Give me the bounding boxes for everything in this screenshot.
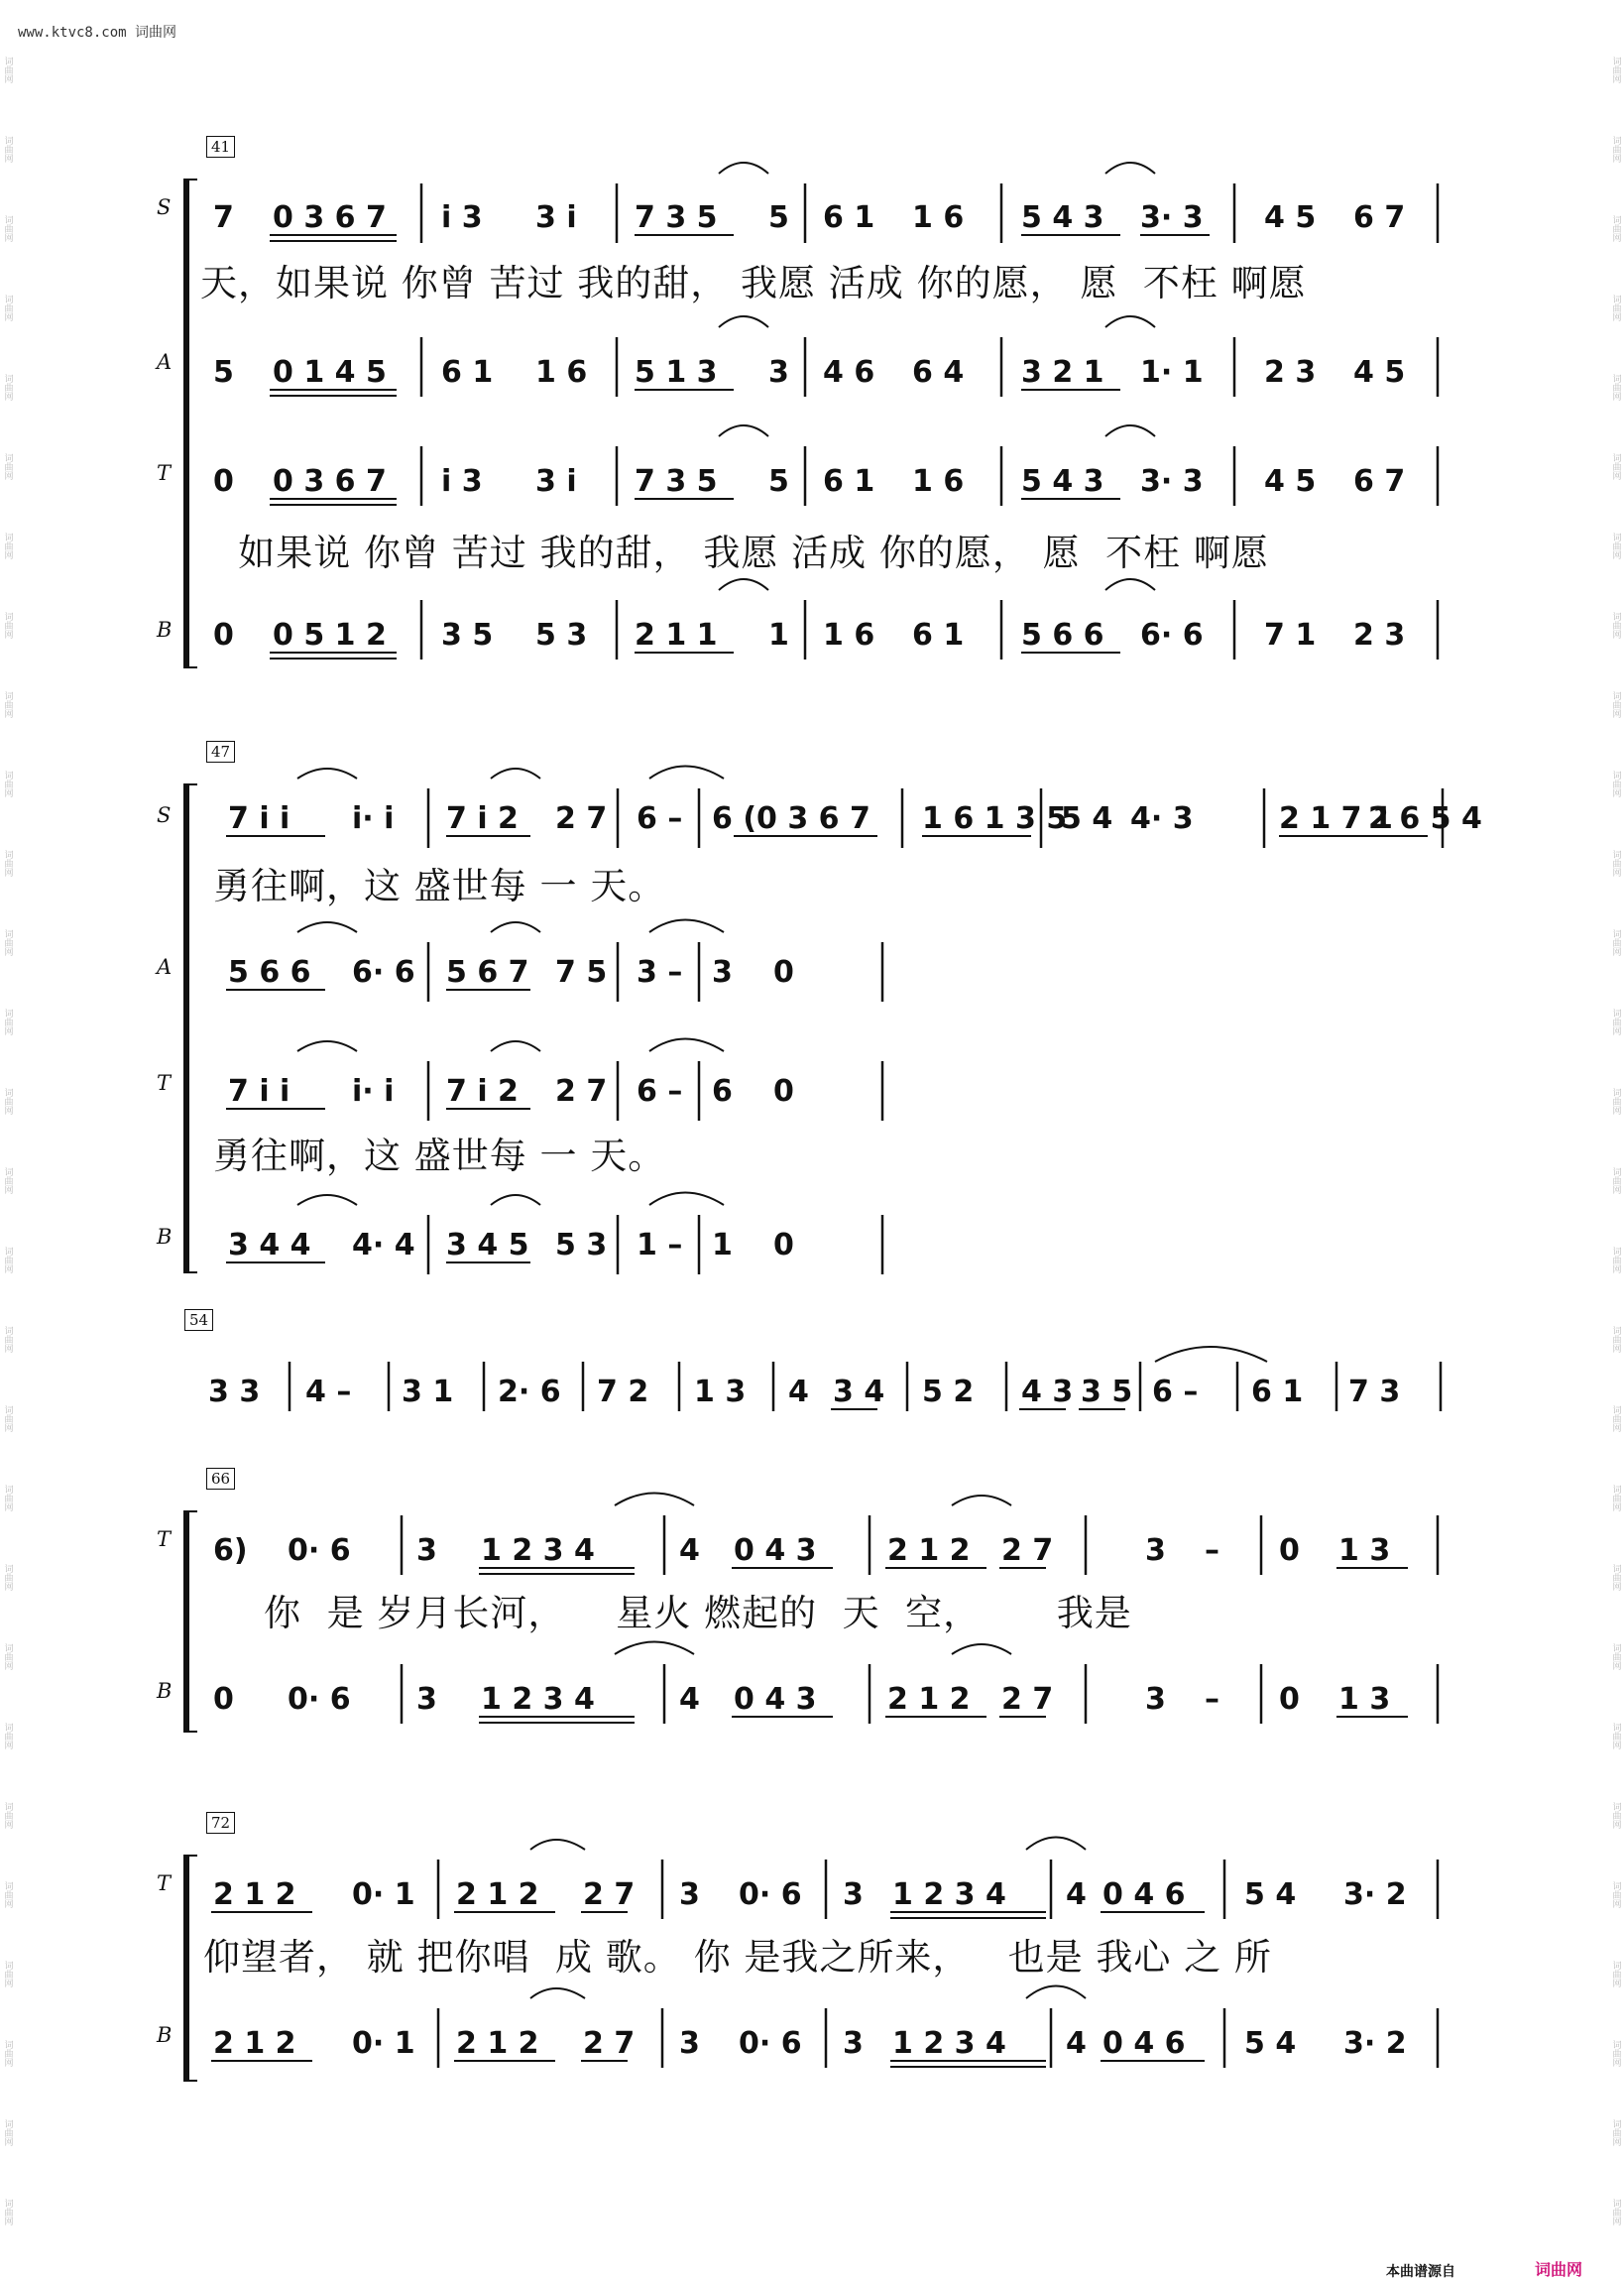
svg-text:1 6: 1 6 [823,618,875,653]
svg-text:4 5: 4 5 [1264,464,1317,499]
svg-text:5 4: 5 4 [1061,801,1113,836]
voice-label-tenor: T [157,1871,172,1895]
svg-text:6 7: 6 7 [1353,464,1406,499]
svg-text:6): 6) [213,1533,248,1568]
svg-text:0· 6: 0· 6 [288,1533,351,1568]
svg-text:0: 0 [773,1074,794,1109]
svg-text:0 3 6 7: 0 3 6 7 [273,464,387,499]
svg-text:3: 3 [712,955,733,990]
svg-text:4: 4 [1066,1877,1087,1912]
svg-text:2 7: 2 7 [1001,1682,1054,1717]
svg-text:3 4: 3 4 [833,1375,885,1409]
svg-text:5 2: 5 2 [922,1375,975,1409]
svg-text:7 i i: 7 i i [228,1074,290,1109]
svg-text:6 1: 6 1 [441,355,494,390]
svg-text:3· 3: 3· 3 [1140,200,1204,235]
svg-text:1 6: 1 6 [912,464,965,499]
svg-text:1 2 3 4: 1 2 3 4 [481,1682,595,1717]
measure-number: 41 [206,136,235,158]
svg-text:3· 2: 3· 2 [1343,2026,1407,2061]
svg-text:2 1 2: 2 1 2 [887,1533,971,1568]
voice-label-bass: B [157,2023,173,2047]
svg-text:2 3: 2 3 [1264,355,1317,390]
svg-text:0: 0 [213,1682,234,1717]
svg-text:0: 0 [773,955,794,990]
svg-text:3: 3 [416,1533,437,1568]
svg-text:7 2: 7 2 [597,1375,649,1409]
svg-text:2 1 2: 2 1 2 [456,1877,539,1912]
lyric-line-tenor: 勇往啊，这 盛世每 一 天。 [213,1135,666,1177]
svg-text:i· i: i· i [352,801,395,836]
svg-text:3 5: 3 5 [1081,1375,1133,1409]
svg-text:5 4 3: 5 4 3 [1021,200,1104,235]
svg-text:7 1: 7 1 [1264,618,1317,653]
svg-text:i· i: i· i [352,1074,395,1109]
svg-text:4 6: 4 6 [823,355,875,390]
svg-text:6 1: 6 1 [1251,1375,1304,1409]
svg-text:6 1: 6 1 [912,618,965,653]
footer-source-label: 本曲谱源自 [1386,2264,1455,2280]
lyric-line-soprano: 天，如果说 你曾 苦过 我的甜， 我愿 活成 你的愿， 愿 不枉 啊愿 [200,262,1307,304]
svg-text:0: 0 [773,1228,794,1262]
svg-text:3 i: 3 i [535,200,577,235]
svg-text:6 4: 6 4 [912,355,965,390]
svg-text:4 –: 4 – [305,1375,352,1409]
svg-text:6 –: 6 – [637,801,683,836]
notation-staves [149,134,1448,679]
lyric-line-tenor: 如果说 你曾 苦过 我的甜， 我愿 活成 你的愿， 愿 不枉 啊愿 [200,532,1269,574]
svg-text:5: 5 [768,200,789,235]
svg-text:0 4 3: 0 4 3 [734,1533,817,1568]
lyric-line-tenor: 你 是 岁月长河， 星火 燃起的 天 空， 我是 [213,1592,1132,1634]
footer-brand-link[interactable]: 词曲网 [1535,2260,1583,2279]
measure-number: 72 [206,1812,235,1834]
svg-text:7 3 5: 7 3 5 [635,200,718,235]
score-system-72 [149,1810,1448,2098]
svg-text:0 4 6: 0 4 6 [1102,1877,1186,1912]
svg-text:5 6 7: 5 6 7 [446,955,529,990]
voice-label-tenor: T [157,1527,172,1551]
voice-label-soprano: S [157,803,172,827]
svg-text:3: 3 [843,2026,864,2061]
svg-text:5: 5 [213,355,234,390]
svg-text:7: 7 [213,200,234,235]
svg-text:5 3: 5 3 [555,1228,608,1262]
svg-text:3 2 1: 3 2 1 [1021,355,1104,390]
notation-staves [149,739,1482,1284]
svg-text:3· 3: 3· 3 [1140,464,1204,499]
svg-text:6· 6: 6· 6 [352,955,415,990]
voice-label-tenor: T [157,1071,172,1095]
svg-text:2 7: 2 7 [555,801,608,836]
right-watermark-strip: 词曲网 词曲网 词曲网 词曲网 词曲网 词曲网 词曲网 词曲网 词曲网 词曲网 词曲网 词曲网 词曲网 词曲网 词曲网 词曲网 词曲网 词曲网 词曲网 词曲网 词曲网 词曲网 词曲网 词曲网 词曲网 词曲网 词曲网 词曲网 [1610,56,1621,2225]
svg-text:1 2 3 4: 1 2 3 4 [892,2026,1006,2061]
svg-text:5 4: 5 4 [1244,2026,1297,2061]
svg-text:2 1 1: 2 1 1 [635,618,718,653]
svg-text:–: – [1205,1682,1219,1717]
svg-text:5: 5 [768,464,789,499]
svg-text:7 i 2: 7 i 2 [446,801,519,836]
svg-text:0: 0 [1279,1682,1300,1717]
svg-text:2 7: 2 7 [1001,1533,1054,1568]
voice-label-bass: B [157,1679,173,1703]
svg-text:4: 4 [679,1533,700,1568]
svg-text:4 5: 4 5 [1264,200,1317,235]
svg-text:3 3: 3 3 [208,1375,261,1409]
svg-text:3 –: 3 – [637,955,683,990]
svg-text:2 7: 2 7 [555,1074,608,1109]
svg-text:0 4 6: 0 4 6 [1102,2026,1186,2061]
svg-text:5 1 3: 5 1 3 [635,355,718,390]
svg-text:1: 1 [712,1228,733,1262]
svg-text:3 5: 3 5 [441,618,494,653]
svg-text:3: 3 [1145,1682,1166,1717]
svg-text:6 1: 6 1 [823,200,875,235]
lyric-line-tenor: 仰望者， 就 把你唱 成 歌。 你 是我之所来， 也是 我心 之 所 [203,1936,1272,1979]
svg-text:0 4 3: 0 4 3 [734,1682,817,1717]
svg-text:5 4: 5 4 [1244,1877,1297,1912]
svg-text:0· 6: 0· 6 [739,2026,802,2061]
svg-text:1 2 3 4: 1 2 3 4 [892,1877,1006,1912]
svg-text:6· 6: 6· 6 [1140,618,1204,653]
svg-text:4· 4: 4· 4 [352,1228,415,1262]
svg-text:i 3: i 3 [441,200,483,235]
svg-text:1 2 3 4: 1 2 3 4 [481,1533,595,1568]
svg-text:1· 1: 1· 1 [1140,355,1204,390]
svg-text:2 1 7 1: 2 1 7 1 [1279,801,1393,836]
svg-text:7 3 5: 7 3 5 [635,464,718,499]
svg-text:7 i i: 7 i i [228,801,290,836]
svg-text:2 1 2: 2 1 2 [456,2026,539,2061]
svg-text:3: 3 [843,1877,864,1912]
svg-text:4 3: 4 3 [1021,1375,1074,1409]
site-header[interactable]: www.ktvc8.com 词曲网 [18,25,177,41]
svg-text:2 7: 2 7 [583,2026,636,2061]
svg-text:7 5: 7 5 [555,955,608,990]
svg-text:4: 4 [679,1682,700,1717]
measure-number: 54 [184,1309,213,1331]
svg-text:6 7: 6 7 [1353,200,1406,235]
voice-label-soprano: S [157,195,172,219]
svg-text:7 3: 7 3 [1348,1375,1401,1409]
svg-text:1 6: 1 6 [535,355,588,390]
svg-text:2 1 2: 2 1 2 [213,2026,296,2061]
svg-text:5 3: 5 3 [535,618,588,653]
svg-text:2 3: 2 3 [1353,618,1406,653]
svg-text:0· 1: 0· 1 [352,1877,415,1912]
svg-text:4: 4 [1066,2026,1087,2061]
voice-label-alto: A [157,955,173,979]
svg-text:2 7: 2 7 [583,1877,636,1912]
measure-number: 47 [206,741,235,763]
svg-text:3 1: 3 1 [402,1375,454,1409]
svg-text:0 3 6 7: 0 3 6 7 [273,200,387,235]
svg-text:3 i: 3 i [535,464,577,499]
notation-staff [149,1307,1448,1426]
svg-text:3: 3 [416,1682,437,1717]
svg-text:3: 3 [679,2026,700,2061]
svg-text:2· 6: 2· 6 [498,1375,561,1409]
svg-text:7 i 2: 7 i 2 [446,1074,519,1109]
left-watermark-strip: 词曲网 词曲网 词曲网 词曲网 词曲网 词曲网 词曲网 词曲网 词曲网 词曲网 词曲网 词曲网 词曲网 词曲网 词曲网 词曲网 词曲网 词曲网 词曲网 词曲网 词曲网 词曲网 词曲网 词曲网 词曲网 词曲网 词曲网 词曲网 [2,56,13,2225]
svg-text:2 1 2: 2 1 2 [213,1877,296,1912]
voice-label-alto: A [157,350,173,374]
svg-text:3: 3 [679,1877,700,1912]
svg-text:3 4 4: 3 4 4 [228,1228,311,1262]
svg-text:6 1: 6 1 [823,464,875,499]
svg-text:5 6 6: 5 6 6 [1021,618,1104,653]
svg-text:0· 1: 0· 1 [352,2026,415,2061]
svg-text:0· 6: 0· 6 [288,1682,351,1717]
svg-text:–: – [1205,1533,1219,1568]
svg-text:4· 3: 4· 3 [1130,801,1194,836]
lyric-line-soprano: 勇往啊，这 盛世每 一 天。 [213,865,666,907]
svg-text:3· 2: 3· 2 [1343,1877,1407,1912]
svg-text:0: 0 [213,618,234,653]
score-system-47 [149,739,1482,1284]
svg-text:5 6 6: 5 6 6 [228,955,311,990]
svg-text:2 1 2: 2 1 2 [887,1682,971,1717]
score-system-41 [149,134,1448,679]
svg-text:6 –: 6 – [637,1074,683,1109]
svg-text:0 5 1 2: 0 5 1 2 [273,618,387,653]
svg-text:2 6 5 4: 2 6 5 4 [1368,801,1482,836]
svg-text:0: 0 [1279,1533,1300,1568]
svg-text:1 3: 1 3 [694,1375,747,1409]
svg-text:3 4 5: 3 4 5 [446,1228,529,1262]
svg-text:4 5: 4 5 [1353,355,1406,390]
svg-text:1 6: 1 6 [912,200,965,235]
voice-label-bass: B [157,1225,173,1249]
svg-text:3: 3 [1145,1533,1166,1568]
svg-text:0: 0 [213,464,234,499]
svg-text:1 3: 1 3 [1338,1682,1391,1717]
measure-number: 66 [206,1468,235,1490]
svg-text:0 1 4 5: 0 1 4 5 [273,355,387,390]
voice-label-tenor: T [157,461,172,485]
svg-text:1 3: 1 3 [1338,1533,1391,1568]
voice-label-bass: B [157,618,173,642]
svg-text:6 –: 6 – [1152,1375,1199,1409]
svg-text:5 4 3: 5 4 3 [1021,464,1104,499]
svg-text:1 6 1 3 5: 1 6 1 3 5 [922,801,1068,836]
score-system-54 [149,1307,1448,1426]
svg-text:4: 4 [788,1375,809,1409]
score-system-66 [149,1466,1448,1753]
svg-text:i 3: i 3 [441,464,483,499]
svg-text:3: 3 [768,355,789,390]
svg-text:6: 6 [712,1074,733,1109]
svg-text:1 –: 1 – [637,1228,683,1262]
svg-text:6 (0 3 6 7: 6 (0 3 6 7 [712,801,870,836]
svg-text:0· 6: 0· 6 [739,1877,802,1912]
svg-text:1: 1 [768,618,789,653]
